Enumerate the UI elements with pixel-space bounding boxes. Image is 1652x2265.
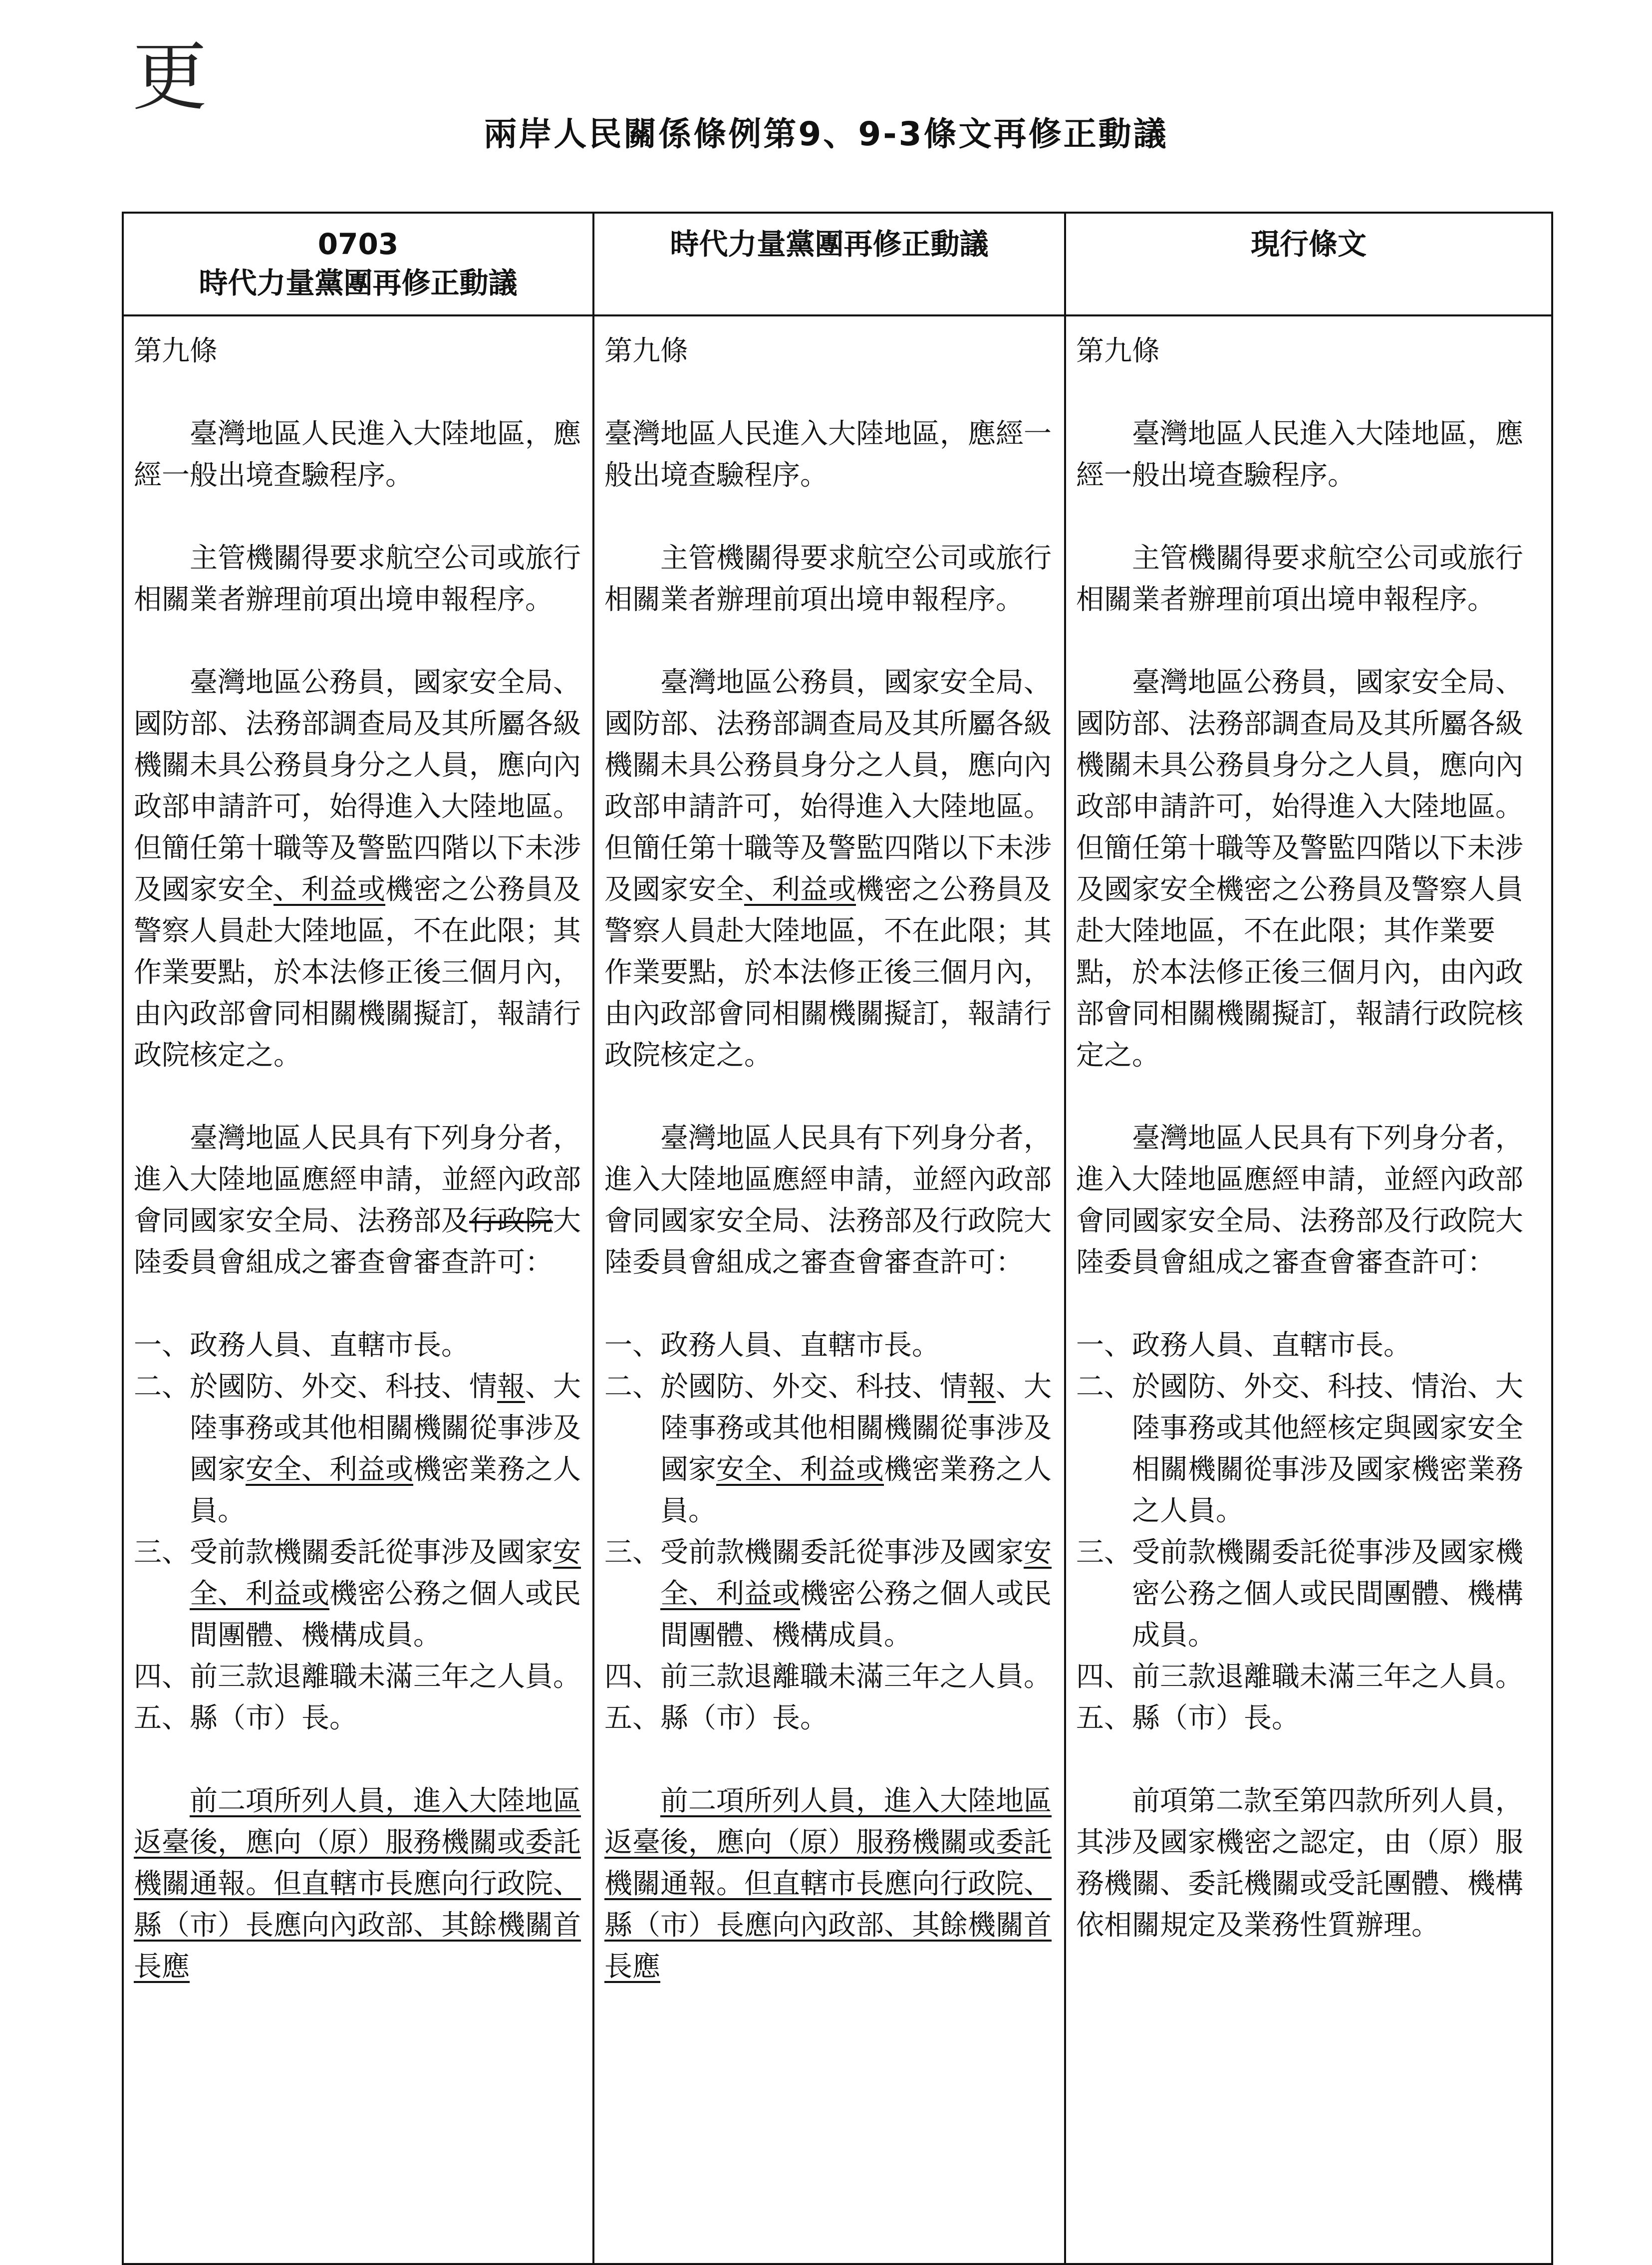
text-run: 一、政務人員、直轄市長。 <box>134 1329 469 1362</box>
handwritten-mark: 更 <box>132 34 208 121</box>
article-heading: 第九條 <box>134 335 218 367</box>
article-heading: 第九條 <box>604 335 688 367</box>
header-col1-line2: 時代力量黨團再修正動議 <box>199 266 518 300</box>
text-run: 機密業務之人員。 <box>660 1453 1052 1527</box>
text-run: 機密之公務員及警察人員赴大陸地區，不在此限；其作業要點，於本法修正後三個月內，由內政部會同相關機關擬訂，報請行政院核定之。 <box>604 873 1052 1072</box>
list-item <box>134 1366 582 1532</box>
paragraph-1: 臺灣地區人民進入大陸地區，應經一般出境查驗程序。 <box>134 418 581 492</box>
underlined-amendment: 前二項所列人員，進入大陸地區返臺後，應向（原）服務機關或委託機關通報。但直轄市長應向行政院、縣（市）長應向內政部、其餘機關首長應 <box>604 1785 1052 1983</box>
column-2 <box>593 315 1065 2264</box>
list-item <box>134 1325 582 1366</box>
column-3 <box>1065 315 1552 2264</box>
page-title: 兩岸人民關係條例第9、9-3條文再修正動議 <box>484 115 1168 153</box>
underlined-amendment: 、利益或 <box>274 873 385 906</box>
header-col3 <box>1065 213 1552 315</box>
underlined-amendment: 報 <box>497 1371 525 1403</box>
paragraph-3 <box>604 662 1054 1076</box>
header-col1 <box>123 213 593 315</box>
underlined-amendment: 安全、利益或 <box>246 1453 413 1486</box>
list-item <box>134 1656 582 1698</box>
list-item: 一、政務人員、直轄市長。 <box>1076 1329 1411 1362</box>
underlined-amendment: 安全、利益或 <box>716 1453 884 1486</box>
list-item <box>604 1698 1054 1739</box>
paragraph-1: 臺灣地區人民進入大陸地區，應經一般出境查驗程序。 <box>1076 418 1523 492</box>
paragraph-4 <box>134 1118 582 1283</box>
text-run: 機密業務之人員。 <box>190 1453 581 1527</box>
text-run: 臺灣地區人民具有下列身分者，進入大陸地區應經申請，並經內政部會同國家安全局、法務部及行政院大陸委員會組成之審查會審查許可： <box>604 1122 1052 1279</box>
column-1 <box>123 315 593 2264</box>
text-run: 三、受前款機關委託從事涉及國家 <box>604 1536 1024 1569</box>
article-heading: 第九條 <box>1076 335 1160 367</box>
text-run: 一、政務人員、直轄市長。 <box>604 1329 940 1362</box>
underlined-amendment: 安全、利益或 <box>190 1536 581 1610</box>
paragraph-5 <box>604 1780 1054 1987</box>
paragraph-2: 主管機關得要求航空公司或旅行相關業者辦理前項出境申報程序。 <box>1076 542 1523 616</box>
comparison-table <box>122 212 1553 2265</box>
item-list <box>604 1325 1054 1739</box>
text-run: 、大陸事務或其他相關機關從事涉及國家 <box>190 1371 581 1486</box>
header-col2-line1: 時代力量黨團再修正動議 <box>670 227 989 261</box>
text-run: 五、縣（市）長。 <box>604 1702 828 1734</box>
paragraph-4: 臺灣地區人民具有下列身分者，進入大陸地區應經申請，並經內政部會同國家安全局、法務部及行政院大陸委員會組成之審查會審查許可： <box>1076 1122 1523 1279</box>
list-item <box>134 1698 582 1739</box>
paragraph-2: 主管機關得要求航空公司或旅行相關業者辦理前項出境申報程序。 <box>604 542 1052 616</box>
paragraph-5: 前項第二款至第四款所列人員，其涉及國家機密之認定，由（原）服務機關、委託機關或受託團體、機構依相關規定及業務性質辦理。 <box>1076 1785 1523 1942</box>
header-col2 <box>593 213 1065 315</box>
text-run: 機密之公務員及警察人員赴大陸地區，不在此限；其作業要點，於本法修正後三個月內，由內政部會同相關機關擬訂，報請行政院核定之。 <box>134 873 581 1072</box>
paragraph-2: 主管機關得要求航空公司或旅行相關業者辦理前項出境申報程序。 <box>134 542 581 616</box>
item-list <box>134 1325 582 1739</box>
underlined-amendment: 安全、利益或 <box>660 1536 1052 1610</box>
text-run: 臺灣地區公務員，國家安全局、國防部、法務部調查局及其所屬各級機關未具公務員身分之人員，應向內政部申請許可，始得進入大陸地區。但簡任第十職等及警監四階以下未涉及國家安全 <box>604 666 1052 906</box>
header-col3-line1: 現行條文 <box>1250 227 1367 261</box>
header-row <box>123 213 1552 315</box>
paragraph-4 <box>604 1118 1054 1283</box>
paragraph-3 <box>134 662 582 1076</box>
text-run: 五、縣（市）長。 <box>134 1702 357 1734</box>
text-run: 大陸委員會組成之審查會審查許可： <box>134 1205 581 1279</box>
list-item <box>604 1656 1054 1698</box>
paragraph-5 <box>134 1780 582 1987</box>
text-run: 三、受前款機關委託從事涉及國家 <box>134 1536 553 1569</box>
list-item <box>604 1325 1054 1366</box>
list-item: 五、縣（市）長。 <box>1076 1702 1300 1734</box>
header-col1-line1: 0703 <box>317 227 399 261</box>
text-run: 二、於國防、外交、科技、情 <box>604 1371 968 1403</box>
list-item: 二、於國防、外交、科技、情治、大陸事務或其他經核定與國家安全相關機關從事涉及國家機密業務之人員。 <box>1076 1371 1523 1527</box>
text-run: 機密公務之個人或民間團體、機構成員。 <box>660 1578 1052 1652</box>
text-run: 二、於國防、外交、科技、情 <box>134 1371 497 1403</box>
text-run: 臺灣地區人民具有下列身分者，進入大陸地區應經申請，並經內政部會同國家安全局、法務部及 <box>134 1122 581 1237</box>
text-run: 機密公務之個人或民間團體、機構成員。 <box>190 1578 581 1652</box>
underlined-amendment: 、利益或 <box>744 873 856 906</box>
list-item: 三、受前款機關委託從事涉及國家機密公務之個人或民間團體、機構成員。 <box>1076 1536 1523 1652</box>
paragraph-3: 臺灣地區公務員，國家安全局、國防部、法務部調查局及其所屬各級機關未具公務員身分之人員，應向內政部申請許可，始得進入大陸地區。但簡任第十職等及警監四階以下未涉及國家安全機密之公務員及警察人員赴大陸地區，不在此限；其作業要點，於本法修正後三個月內，由內政部會同相關機關擬訂，報請行政院核定之。 <box>1076 666 1523 1072</box>
text-run: 四、前三款退離職未滿三年之人員。 <box>604 1661 1052 1693</box>
list-item: 四、前三款退離職未滿三年之人員。 <box>1076 1661 1523 1693</box>
list-item <box>134 1532 582 1656</box>
body-row <box>123 315 1552 2264</box>
item-list <box>1076 1325 1541 1739</box>
struck-deletion: 行政院 <box>469 1205 553 1237</box>
underlined-amendment: 報 <box>968 1371 996 1403</box>
text-run: 、大陸事務或其他相關機關從事涉及國家 <box>660 1371 1052 1486</box>
text-run: 四、前三款退離職未滿三年之人員。 <box>134 1661 581 1693</box>
underlined-amendment: 前二項所列人員，進入大陸地區返臺後，應向（原）服務機關或委託機關通報。但直轄市長應向行政院、縣（市）長應向內政部、其餘機關首長應 <box>134 1785 581 1983</box>
text-run: 臺灣地區公務員，國家安全局、國防部、法務部調查局及其所屬各級機關未具公務員身分之人員，應向內政部申請許可，始得進入大陸地區。但簡任第十職等及警監四階以下未涉及國家安全 <box>134 666 581 906</box>
list-item <box>604 1366 1054 1532</box>
paragraph-1: 臺灣地區人民進入大陸地區，應經一般出境查驗程序。 <box>604 418 1052 492</box>
list-item <box>604 1532 1054 1656</box>
